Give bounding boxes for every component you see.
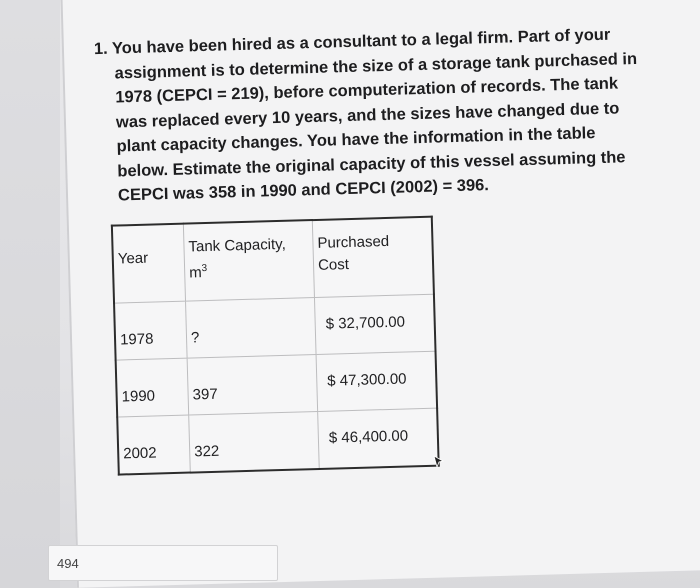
mouse-pointer-icon bbox=[433, 455, 445, 469]
header-cost-cell bbox=[312, 217, 434, 298]
question-line: plant capacity changes. You have the information in the table bbox=[116, 124, 596, 156]
question-card bbox=[60, 0, 700, 588]
question-line: assignment is to determine the size of a storage tank purchased in bbox=[114, 49, 638, 83]
cell-cost: $ 32,700.00 bbox=[314, 294, 435, 354]
cell-cost: $ 47,300.00 bbox=[316, 351, 437, 411]
cell-year: 1978 bbox=[114, 301, 187, 360]
cell-capacity: 397 bbox=[187, 354, 318, 415]
header-year: Year bbox=[117, 249, 149, 268]
cell-cost: $ 46,400.00 bbox=[318, 408, 439, 469]
header-capacity-cell bbox=[183, 220, 314, 301]
header-capacity-unit-sup: 3 bbox=[201, 263, 208, 275]
table-header-row bbox=[112, 217, 434, 303]
answer-input[interactable]: 494 bbox=[48, 545, 278, 581]
question-line: CEPCI was 358 in 1990 and CEPCI (2002) = 396. bbox=[117, 176, 490, 205]
header-year-cell bbox=[112, 224, 186, 303]
question-line: was replaced every 10 years, and the sizes have changed due to bbox=[115, 98, 620, 131]
header-cost-line1: Purchased bbox=[317, 232, 390, 252]
question-line: 1978 (CEPCI = 219), before computerization of records. The tank bbox=[115, 74, 619, 107]
question-text bbox=[94, 21, 659, 208]
data-table bbox=[111, 216, 440, 476]
cell-year: 2002 bbox=[117, 415, 190, 474]
table-row bbox=[116, 351, 437, 417]
question-line: 1. You have been hired as a consultant to a legal firm. Part of your bbox=[93, 25, 611, 59]
question-line: below. Estimate the original capacity of this vessel assuming the bbox=[117, 147, 626, 180]
header-capacity: Tank Capacity, bbox=[188, 235, 286, 256]
table-row bbox=[114, 294, 435, 360]
cell-year: 1990 bbox=[116, 358, 189, 417]
cell-capacity: ? bbox=[186, 298, 317, 359]
left-gutter bbox=[0, 0, 60, 588]
header-capacity-unit: m bbox=[188, 264, 202, 282]
header-cost-line2: Cost bbox=[317, 256, 350, 274]
table-row bbox=[117, 408, 438, 474]
cell-capacity: 322 bbox=[189, 411, 320, 472]
